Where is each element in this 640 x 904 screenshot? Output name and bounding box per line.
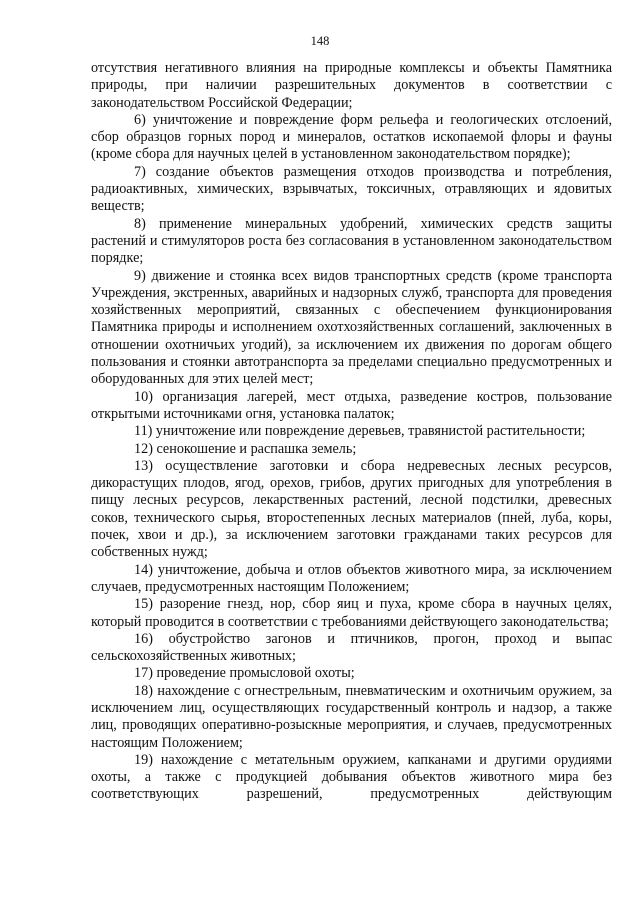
list-item-9: 9) движение и стоянка всех видов транспортных средств (кроме транспорта Учреждения, экстренных, аварийных и надзорных служб, транспорта для проведения хозяйственных мероприятий, связанных с обеспечением функционирования Памятника природы и исполнением охотхозяйственных соглашений, заключенных в отношении охотничьих угодий), за исключением их движения по дорогам общего пользования и стоянки автотранспорта за пределами специально предусмотренных и оборудованных для этих целей мест;	[91, 267, 612, 388]
list-item-7: 7) создание объектов размещения отходов производства и потребления, радиоактивных, химических, взрывчатых, токсичных, отравляющих и ядовитых веществ;	[91, 163, 612, 215]
list-item-15: 15) разорение гнезд, нор, сбор яиц и пуха, кроме сбора в научных целях, который проводится в соответствии с требованиями действующего законодательства;	[91, 596, 612, 630]
list-item-11: 11) уничтожение или повреждение деревьев, травянистой растительности;	[134, 423, 586, 440]
list-item-6: 6) уничтожение и повреждение форм рельефа и геологических отслоений, сбор образцов горных пород и минералов, остатков ископаемой флоры и фауны (кроме сбора для научных целей в установленном законодательством порядке);	[91, 111, 612, 163]
list-item-18: 18) нахождение с огнестрельным, пневматическим и охотничьим оружием, за исключением лиц, осуществляющих государственный контроль и надзор, а также лиц, проводящих оперативно-розыскные мероприятия, и случаев, предусмотренных настоящим Положением;	[91, 682, 612, 751]
list-item-12: 12) сенокошение и распашка земель;	[134, 440, 357, 457]
document-body	[91, 60, 612, 804]
list-item-14: 14) уничтожение, добыча и отлов объектов животного мира, за исключением случаев, предусмотренных настоящим Положением;	[91, 561, 612, 595]
list-item-13: 13) осуществление заготовки и сбора недревесных лесных ресурсов, дикорастущих плодов, ягод, орехов, грибов, других пригодных для употребления в пищу лесных ресурсов, лекарственных растений, лесной подстилки, древесных соков, технического сырья, второстепенных лесных материалов (пней, луба, коры, почек, хвои и др.), за исключением заготовки гражданами таких ресурсов для собственных нужд;	[91, 457, 612, 561]
page-number: 148	[310, 34, 330, 48]
list-item-19: 19) нахождение с метательным оружием, капканами и другими орудиями охоты, а также с продукцией добывания объектов животного мира без соответствующих разрешений, предусмотренных действующим	[91, 751, 612, 803]
list-item-16: 16) обустройство загонов и птичников, прогон, проход и выпас сельскохозяйственных животных;	[91, 630, 612, 665]
list-item-17: 17) проведение промысловой охоты;	[134, 665, 355, 682]
list-item-10: 10) организация лагерей, мест отдыха, разведение костров, пользование открытыми источниками огня, установка палаток;	[91, 388, 612, 422]
paragraph-continuation: отсутствия негативного влияния на природные комплексы и объекты Памятника природы, при наличии разрешительных документов в соответствии с законодательством Российской Федерации;	[91, 60, 612, 111]
list-item-8: 8) применение минеральных удобрений, химических средств защиты растений и стимуляторов роста без согласования в установленном законодательством порядке;	[91, 215, 612, 267]
